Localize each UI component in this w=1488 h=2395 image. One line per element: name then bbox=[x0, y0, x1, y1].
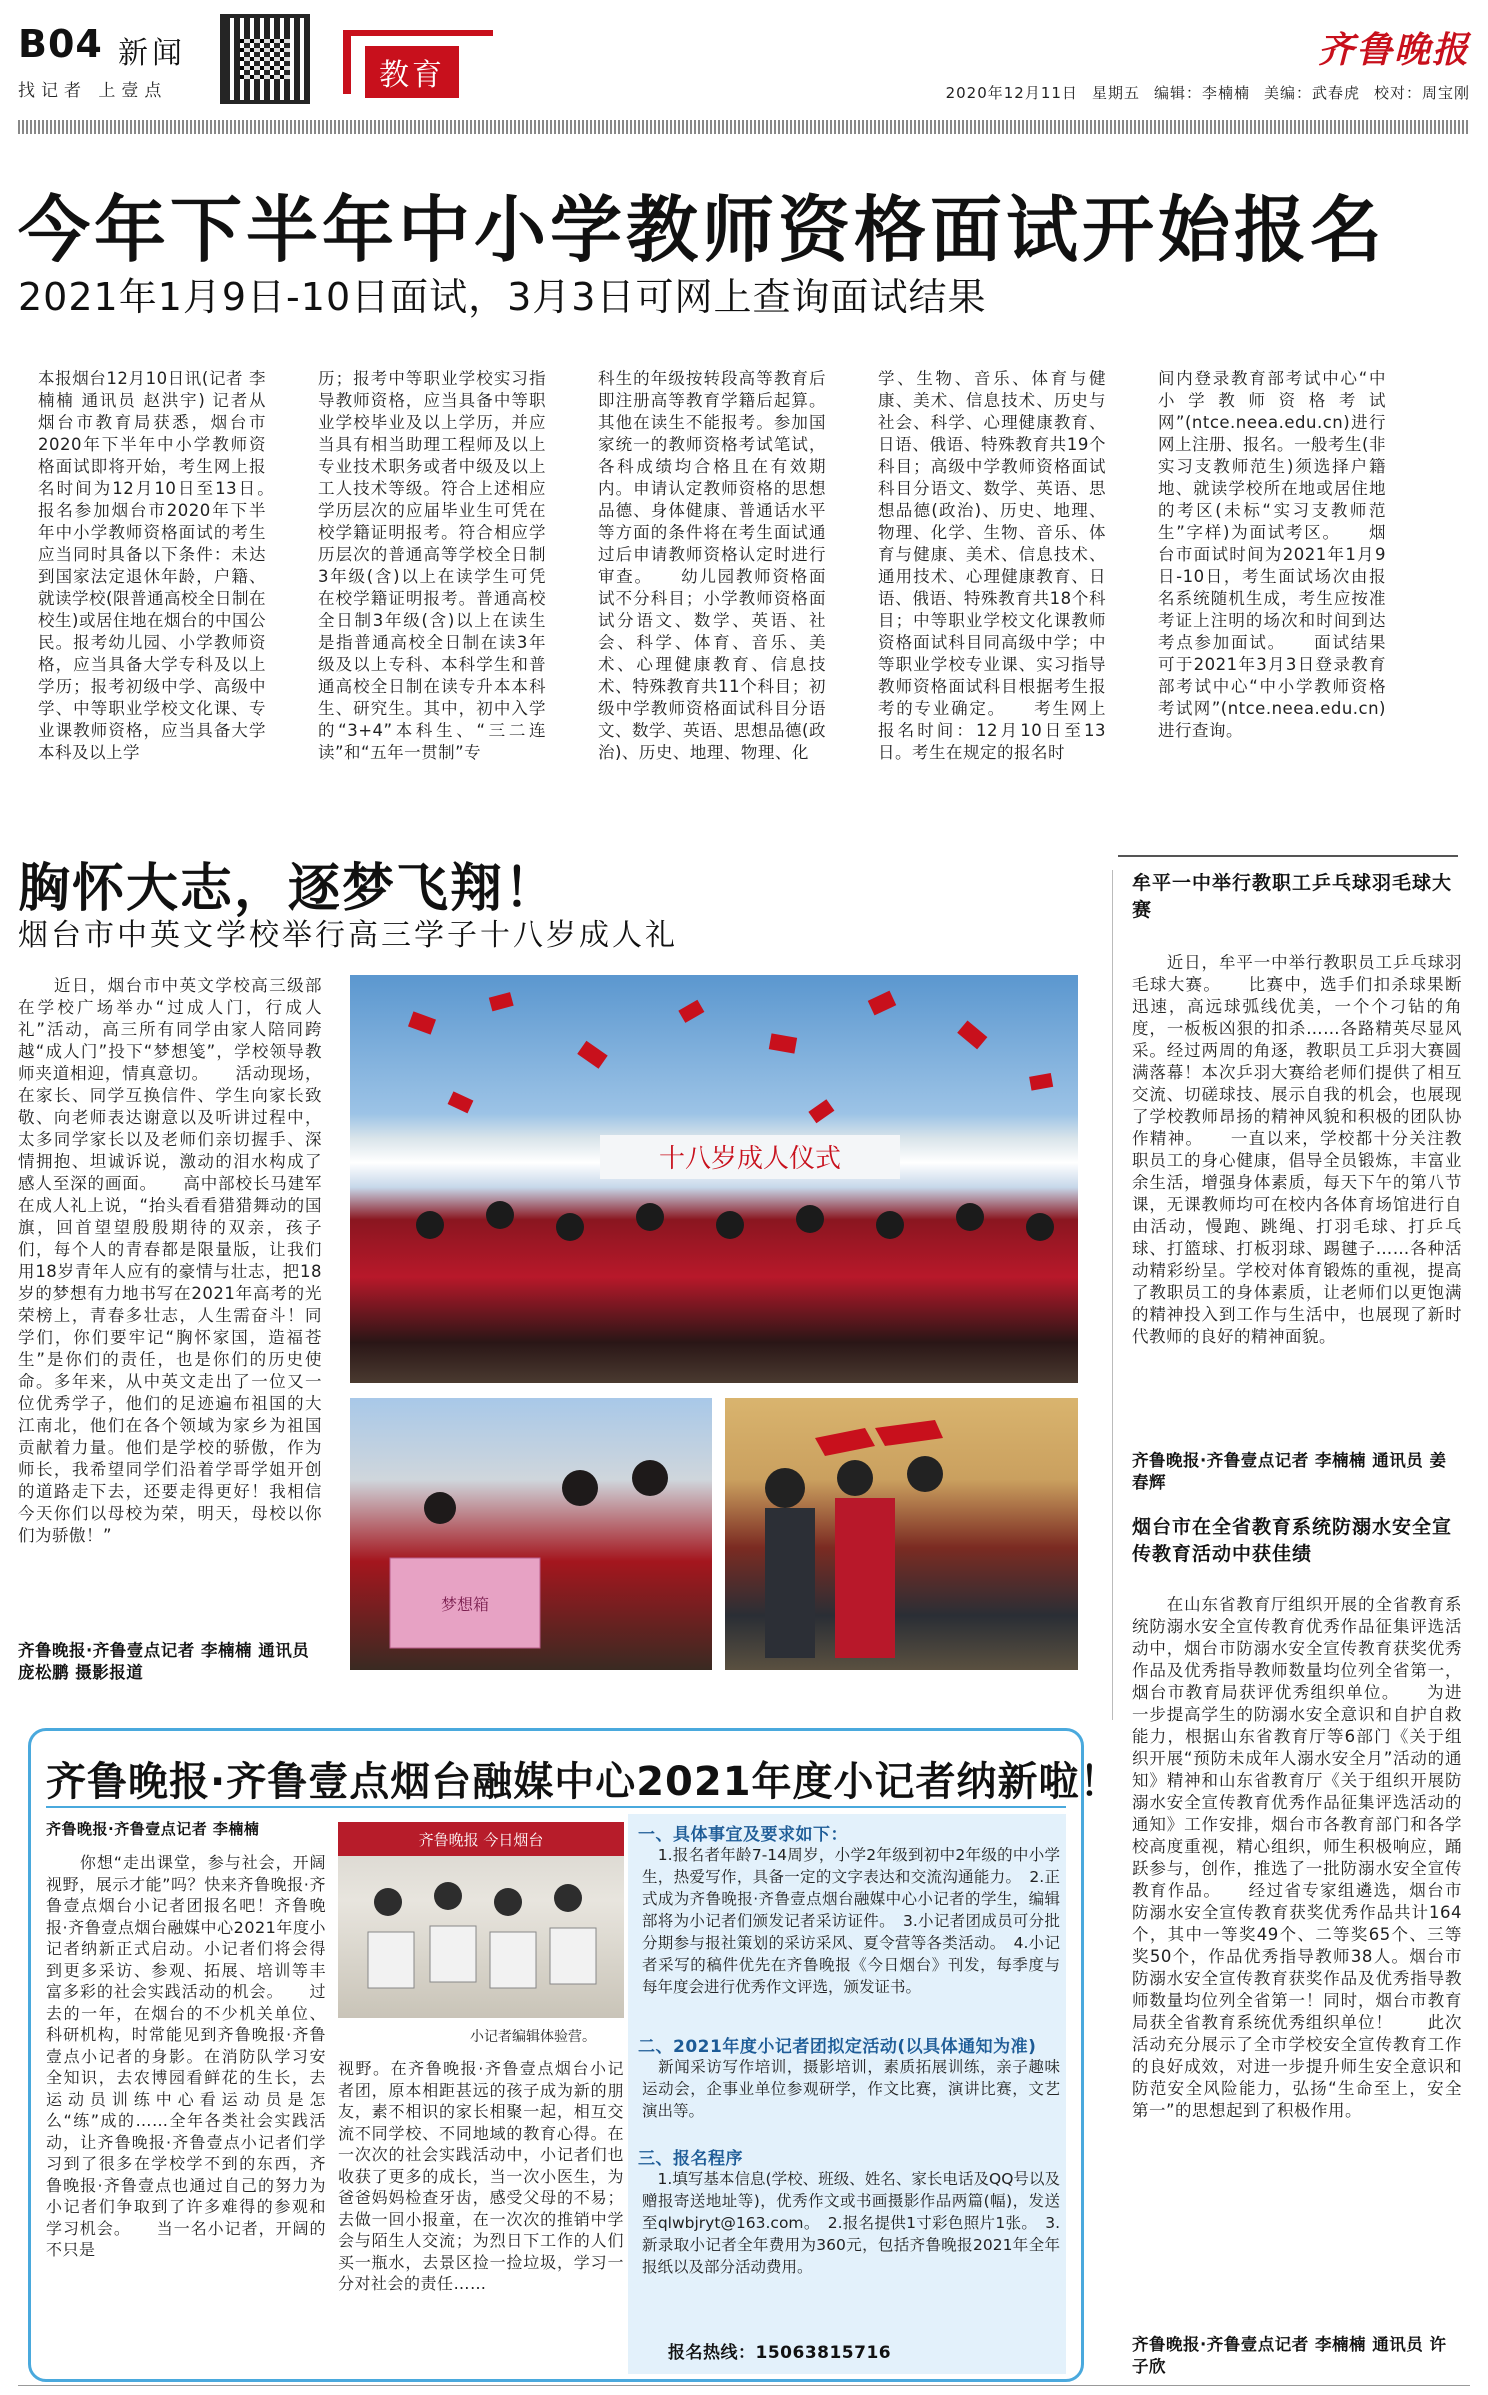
lead-column: 学、生物、音乐、体育与健康、美术、信息技术、历史与社会、科学、心理健康教育、日语、俄语、特殊教育共19个科目；高级中学教师资格面试科目分语文、数学、英语、思想品德(政治)、历史、地理、物理、化学、生物、音乐、体育与健康、美术、信息技术、通用技术、心理健康教育、日语、俄语、特殊教育共18个科目；中等职业学校文化课教师资格面试科目同高级中学；中等职业学校专业课、实习指导教师资格面试科目根据考生报考的专业确定。 考生网上报名时间：12月10日至13日。考生在规定的报名时 bbox=[878, 369, 1106, 762]
info-heading: 一、具体事宜及要求如下： bbox=[638, 1825, 848, 1845]
weekday: 星期五 bbox=[1091, 84, 1140, 102]
issue-date: 2020年12月11日 bbox=[945, 84, 1078, 102]
recruit-photo-banner: 齐鲁晚报 今日烟台 bbox=[418, 1831, 544, 1849]
recruit-headline: 齐鲁晚报·齐鲁壹点烟台融媒中心2021年度小记者纳新啦！ bbox=[46, 1759, 1121, 1805]
page-number: B04 bbox=[18, 22, 103, 66]
ceremony-headline: 胸怀大志，逐梦飞翔！ bbox=[18, 859, 559, 919]
recruit-body-col2: 视野。在齐鲁晚报·齐鲁壹点烟台小记者团，原本相距甚远的孩子成为新的朋友，素不相识的家长相聚一起，相互交流不同学校、不同地域的教育心得。在一次次的社会实践活动中，小记者们也收获了更多的成长，当一次小医生，为爸爸妈妈检查牙齿，感受父母的不易；去做一回小报童，在一次次的推销中学会与陌生人交流；为烈日下工作的人们买一瓶水，去景区捡一捡垃圾，学习一分对社会的责任…… bbox=[338, 2059, 624, 2293]
editor: 编辑：李楠楠 bbox=[1153, 84, 1250, 102]
sidebar1-headline: 牟平一中举行教职工乒乓球羽毛球大赛 bbox=[1132, 872, 1453, 921]
lead-column: 历；报考中等职业学校实习指导教师资格，应当具备中等职业学校毕业及以上学历，并应当具有相当助理工程师及以上专业技术职务或者中级及以上工人技术等级。符合上述相应学历层次的应届毕业生可凭在校学籍证明报考。符合相应学历层次的普通高等学校全日制3年级(含)以上在读学生可凭在校学籍证明报考。普通高校全日制3年级(含)以上在读生是指普通高校全日制在读3年级及以上专科、本科学生和普通高校全日制在读专升本本科生、研究生。其中，初中入学的“3+4”本科生、“三二连读”和“五年一贯制”专 bbox=[318, 369, 546, 762]
lead-column: 间内登录教育部考试中心“中小学教师资格考试网”(ntce.neea.edu.cn)进行网上注册、报名。一般考生(非实习支教师范生)须选择户籍地、就读学校所在地或居住地的考区(未标“实习支教师范生”字样)为面试考区。 烟台市面试时间为2021年1月9日-10日，考生面试场次由报名系统随机生成，考生应按准考证上注明的场次和时间到达考点参加面试。 面试结果可于2021年3月3日登录教育部考试中心“中小学教师资格考试网”(ntce.neea.edu.cn)进行查询。 bbox=[1158, 369, 1386, 740]
page-header bbox=[18, 14, 1470, 112]
column-tag-label: 教育 bbox=[365, 46, 459, 98]
ceremony-photo-walk bbox=[725, 1398, 1078, 1670]
lead-subheadline: 2021年1月9日-10日面试，3月3日可网上查询面试结果 bbox=[18, 275, 987, 319]
column-tag bbox=[343, 30, 493, 94]
header-meta bbox=[932, 82, 1470, 103]
info-heading: 二、2021年度小记者团拟定活动(以具体通知为准) bbox=[638, 2037, 1037, 2057]
recruit-info-panel bbox=[628, 1814, 1066, 2374]
young-reporters-illustration bbox=[338, 1822, 624, 2018]
column-rule bbox=[1112, 870, 1113, 1720]
sidebar1-byline: 齐鲁晚报·齐鲁壹点记者 李楠楠 通讯员 姜春辉 bbox=[1132, 1451, 1447, 1492]
ceremony-photo-main bbox=[350, 975, 1078, 1383]
info-text: 1.报名者年龄7-14周岁，小学2年级到初中2年级的中小学生，热爱写作，具备一定的文字表达和交流沟通能力。 2.正式成为齐鲁晚报·齐鲁壹点烟台融媒中心小记者的学生，编辑部将为小记者们颁发记者采访证件。 3.小记者团成员可分批分期参与报社策划的采访采风、夏令营等各类活动。 4.小记者采写的稿件优先在齐鲁晚报《今日烟台》刊发，每季度与每年度会进行优秀作文评选，颁发证书。 bbox=[642, 1846, 1060, 1996]
paper-logo: 齐鲁晚报 bbox=[1317, 29, 1470, 71]
sidebar2-body: 在山东省教育厅组织开展的全省教育系统防溺水安全宣传教育优秀作品征集评选活动中，烟台市防溺水安全宣传教育获奖优秀作品及优秀指导教师数量均位列全省第一，烟台市教育局获评优秀组织单位。 为进一步提高学生的防溺水安全意识和自护自救能力，根据山东省教育厅等6部门《关于组织开展“预防未成年人溺水安全月”活动的通知》精神和山东省教育厅《关于组织开展防溺水安全宣传教育优秀作品征集评选活动的通知》工作安排，烟台市各教育部门和各学校高度重视，精心组织，师生积极响应，踊跃参与，创作，推选了一批防溺水安全宣传教育作品。 经过省专家组遴选，烟台市防溺水安全宣传教育获奖优秀作品共计164个，其中一等奖49个、二等奖65个、三等奖50个，作品优秀指导教师38人。烟台市防溺水安全宣传教育获奖作品及优秀指导教师数量均位列全省第一！同时，烟台市教育局获全省教育系统优秀组织单位！ 此次活动充分展示了全市学校安全宣传教育工作的良好成效，对进一步提升师生安全意识和防范安全风险能力，弘扬“生命至上，安全第一”的思想起到了积极作用。 bbox=[1132, 1595, 1462, 2120]
recruit-photo-caption: 小记者编辑体验营。 bbox=[470, 2029, 596, 2045]
info-text: 1.填写基本信息(学校、班级、姓名、家长电话及QQ号以及赠报寄送地址等)，优秀作文或书画摄影作品两篇(幅)，发送至qlwbjryt@163.com。 2.报名提供1寸彩色照片1张。 3.新录取小记者全年费用为360元，包括齐鲁晚报2021年全年报纸以及部分活动费用。 bbox=[642, 2170, 1060, 2276]
header-divider bbox=[18, 120, 1470, 134]
designer: 美编：武春虎 bbox=[1263, 84, 1360, 102]
graduation-caps-illustration bbox=[350, 975, 1078, 1383]
ceremony-subheadline: 烟台市中英文学校举行高三学子十八岁成人礼 bbox=[18, 918, 678, 953]
bottom-rule bbox=[18, 2385, 1470, 2386]
recruit-byline: 齐鲁晚报·齐鲁壹点记者 李楠楠 bbox=[46, 1820, 260, 1838]
info-text: 新闻采访写作培训，摄影培训，素质拓展训练，亲子趣味运动会，企事业单位参观研学，作文比赛，演讲比赛，文艺演出等。 bbox=[642, 2058, 1060, 2120]
ceremony-banner-text: 十八岁成人仪式 bbox=[658, 1144, 842, 1174]
sidebar1-body: 近日，牟平一中举行教职员工乒乓球羽毛球大赛。 比赛中，选手们扣杀球果断迅速，高远球弧线优美，一个个刁钻的角度，一板板凶狠的扣杀……各路精英尽显风采。经过两周的角逐，教职员工乒羽大赛圆满落幕！本次乒羽大赛给老师们提供了相互交流、切磋球技、展示自我的机会，也展现了学校教师昂扬的精神风貌和积极的团队协作精神。 一直以来，学校都十分关注教职员工的身心健康，倡导全员锻炼，丰富业余生活，增强身体素质，每天下午的第八节课，无课教师均可在校内各体育场馆进行自由活动，慢跑、跳绳、打羽毛球、打乒乓球、打篮球、打板羽球、踢毽子……各种活动精彩纷呈。学校对体育锻炼的重视，提高了教职员工的身体素质，让老师们以更饱满的精神投入到工作与生活中，也展现了新时代教师的良好的精神面貌。 bbox=[1132, 953, 1462, 1346]
qr-code-pattern bbox=[240, 34, 290, 84]
info-heading: 三、报名程序 bbox=[638, 2149, 743, 2169]
proofreader: 校对：周宝刚 bbox=[1373, 84, 1470, 102]
dream-box-illustration bbox=[350, 1398, 712, 1670]
recruit-title-rule bbox=[46, 1806, 1066, 1808]
section-name: 新闻 bbox=[118, 36, 186, 71]
students-walking-illustration bbox=[725, 1398, 1078, 1670]
sidebar-divider bbox=[1118, 855, 1458, 857]
lead-column: 本报烟台12月10日讯(记者 李楠楠 通讯员 赵洪宇) 记者从烟台市教育局获悉，烟台市2020年下半年中小学教师资格面试即将开始，考生网上报名时间为12月10日至13日。 报名参加烟台市2020年下半年中小学教师资格面试的考生应当同时具备以下条件：未达到国家法定退休年龄，户籍、就读学校(限普通高校全日制在校生)或居住地在烟台的中国公民。报考幼儿园、小学教师资格，应当具备大学专科及以上学历；报考初级中学、高级中学、中等职业学校文化课、专业课教师资格，应当具备大学本科及以上学 bbox=[38, 369, 300, 762]
ceremony-byline: 齐鲁晚报·齐鲁壹点记者 李楠楠 通讯员 庞松鹏 摄影报道 bbox=[18, 1641, 310, 1682]
ceremony-photo-dream-box bbox=[350, 1398, 712, 1670]
recruit-photo bbox=[338, 1822, 624, 2018]
lead-column: 科生的年级按转段高等教育后即注册高等教育学籍后起算。其他在读生不能报考。参加国家统一的教师资格考试笔试，各科成绩均合格且在有效期内。申请认定教师资格的思想品德、身体健康、普通话水平等方面的条件将在考生面试通过后申请教师资格认定时进行审查。 幼儿园教师资格面试不分科目；小学教师资格面试分语文、数学、英语、社会、科学、体育、音乐、美术、心理健康教育、信息技术、特殊教育共11个科目；初级中学教师资格面试科目分语文、数学、英语、思想品德(政治)、历史、地理、物理、化 bbox=[598, 369, 826, 762]
recruit-body-col1: 你想“走出课堂，参与社会，开阔视野，展示才能”吗？快来齐鲁晚报·齐鲁壹点烟台小记者团报名吧！齐鲁晚报·齐鲁壹点烟台融媒中心2021年度小记者纳新正式启动。小记者们将会得到更多采访、参观、拓展、培训等丰富多彩的社会实践活动的机会。 过去的一年，在烟台的不少机关单位、科研机构，时常能见到齐鲁晚报·齐鲁壹点小记者的身影。在消防队学习安全知识，去农博园看鲜花的生长，去运动员训练中心看运动员是怎么“练”成的……全年各类社会实践活动，让齐鲁晚报·齐鲁壹点小记者们学习到了很多在学校学不到的东西，齐鲁晚报·齐鲁壹点也通过自己的努力为小记者们争取到了许多难得的参观和学习机会。 当一名小记者，开阔的不只是 bbox=[46, 1853, 326, 2259]
signup-hotline[interactable]: 报名热线：15063815716 bbox=[668, 2343, 892, 2363]
dream-box-label: 梦想箱 bbox=[440, 1595, 490, 1614]
sidebar2-headline: 烟台市在全省教育系统防溺水安全宣传教育活动中获佳绩 bbox=[1132, 1516, 1453, 1565]
lead-headline: 今年下半年中小学教师资格面试开始报名 bbox=[18, 188, 1387, 272]
sidebar2-byline: 齐鲁晚报·齐鲁壹点记者 李楠楠 通讯员 许子欣 bbox=[1132, 2335, 1447, 2376]
ceremony-body: 近日，烟台市中英文学校高三级部在学校广场举办“过成人门，行成人礼”活动，高三所有同学由家人陪同跨越“成人门”投下“梦想笺”，学校领导教师夹道相迎，情真意切。 活动现场，在家长、同学互换信件、学生向家长致敬、向老师表达谢意以及听讲过程中，太多同学家长以及老师们亲切握手、深情拥抱、坦诚诉说，激动的泪水构成了感人至深的画面。 高中部校长马建军在成人礼上说，“抬头看看猎猎舞动的国旗，回首望望殷殷期待的双亲，孩子们，每个人的青春都是限量版，让我们用18岁青年人应有的豪情与壮志，把18岁的梦想有力地书写在2021年高考的光荣榜上，青春多壮志，人生需奋斗！同学们，你们要牢记“胸怀家国，造福苍生”是你们的责任，也是你们的历史使命。多年来，从中英文走出了一位又一位优秀学子，他们的足迹遍布祖国的大江南北，他们在各个领域为家乡为祖国贡献着力量。他们是学校的骄傲，作为师长，我希望同学们沿着学哥学姐开创的道路走下去，还要走得更好！我相信今天你们以母校为荣，明天，母校以你们为骄傲！” bbox=[18, 976, 322, 1545]
lead-body bbox=[38, 368, 1478, 773]
slogan: 找记者 上壹点 bbox=[18, 81, 168, 101]
